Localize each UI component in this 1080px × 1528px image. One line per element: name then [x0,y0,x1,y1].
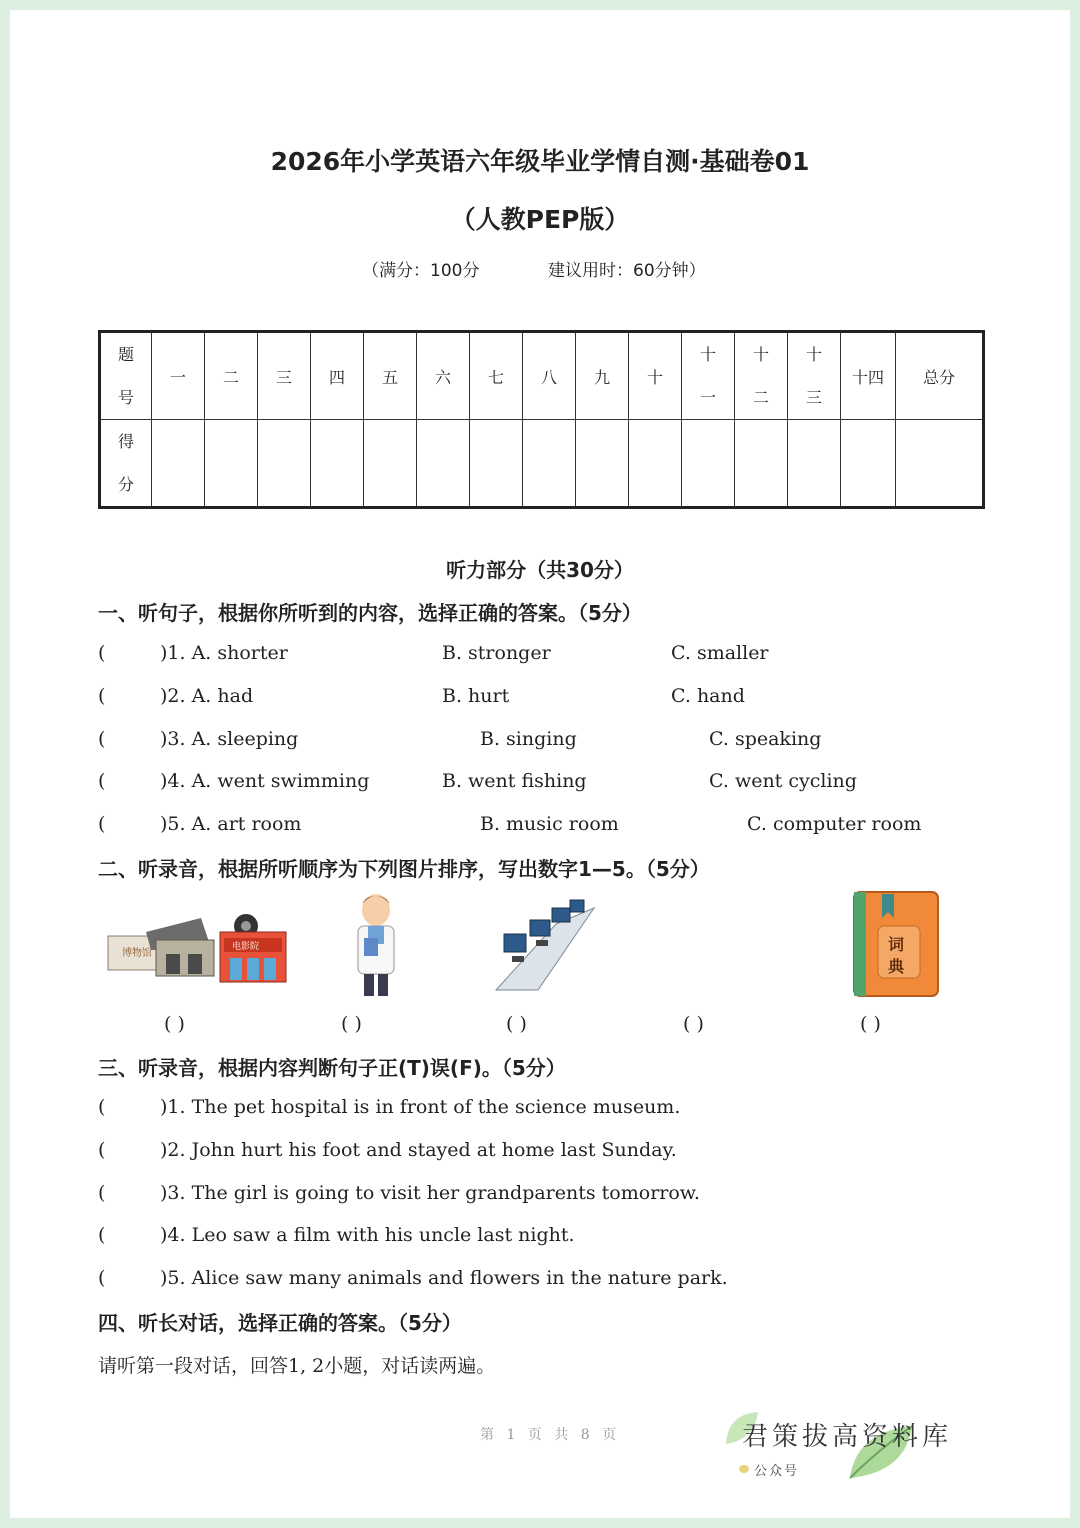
option-a: )4. A. went swimming [160,770,370,792]
col-header: 十四 [841,332,896,420]
order-blank[interactable]: ( ) [860,1013,881,1035]
answer-paren: ( [98,685,106,707]
col-header: 十 二 [735,332,788,420]
option-a: )3. A. sleeping [160,728,299,750]
score-cell[interactable] [841,420,896,508]
order-blank[interactable]: ( ) [506,1013,527,1035]
option-b: B. stronger [442,642,551,664]
col-header: 三 [258,332,311,420]
full-score: （满分：100分 [362,261,480,281]
section3-heading: 三、听录音，根据内容判断句子正(T)误(F)。（5分） [98,1056,566,1080]
col-header: 五 [364,332,417,420]
col-header: 七 [470,332,523,420]
order-blank[interactable]: ( ) [341,1013,362,1035]
col-header: 二 [205,332,258,420]
brand-subtitle: 公众号 [754,1464,800,1479]
statement: )4. Leo saw a film with his uncle last night. [160,1224,575,1246]
brand-name: 君策拔高资料库 [742,1422,953,1452]
dict-char-1: 词 [888,935,905,954]
option-c: C. smaller [671,642,769,664]
col-header: 九 [576,332,629,420]
score-cell[interactable] [417,420,470,508]
answer-paren: ( [98,770,106,792]
listening-header: 听力部分（共30分） [446,558,634,582]
answer-paren: ( [98,1267,106,1289]
score-cell[interactable] [258,420,311,508]
statement: )5. Alice saw many animals and flowers in the nature park. [160,1267,728,1289]
answer-paren: ( [98,728,106,750]
option-a: )2. A. had [160,685,254,707]
option-a: )1. A. shorter [160,642,288,664]
option-b: B. hurt [442,685,510,707]
col-header: 八 [523,332,576,420]
statement: )2. John hurt his foot and stayed at home last Sunday. [160,1139,677,1161]
header-label: 题 号 [100,332,152,420]
score-cell[interactable] [682,420,735,508]
doctor-picture [346,888,406,1000]
score-table [98,330,985,509]
section4-instruction: 请听第一段对话，回答1, 2小题，对话读两遍。 [98,1355,496,1377]
score-cell[interactable] [364,420,417,508]
exam-subtitle: （人教PEP版） [450,205,630,234]
score-cell[interactable] [523,420,576,508]
option-b: B. music room [480,813,619,835]
section2-heading: 二、听录音，根据所听顺序为下列图片排序，写出数字1—5。（5分） [98,857,710,881]
statement: )3. The girl is going to visit her grandparents tomorrow. [160,1182,700,1204]
order-blank[interactable]: ( ) [683,1013,704,1035]
score-cell[interactable] [629,420,682,508]
dictionary-picture [852,888,940,1000]
score-cell[interactable] [152,420,205,508]
score-label: 得 分 [100,420,152,508]
suggested-time: 建议用时：60分钟） [548,261,706,281]
col-header: 一 [152,332,205,420]
answer-paren: ( [98,1096,106,1118]
option-b: B. singing [480,728,577,750]
exam-title: 2026年小学英语六年级毕业学情自测·基础卷01 [270,147,810,176]
col-header: 十 三 [788,332,841,420]
dot-icon [738,1464,750,1474]
col-header-total: 总分 [896,332,984,420]
option-c: C. went cycling [709,770,857,792]
score-cell[interactable] [896,420,984,508]
score-cell[interactable] [470,420,523,508]
cinema-sign: 电影院 [232,942,260,952]
option-a: )5. A. art room [160,813,302,835]
museum-sign: 博物馆 [122,948,152,959]
dict-char-2: 典 [888,957,905,976]
order-blank[interactable]: ( ) [164,1013,185,1035]
option-c: C. computer room [747,813,922,835]
page-number: 第 1 页 共 8 页 [480,1427,621,1443]
exam-page [10,10,1070,1518]
answer-paren: ( [98,1139,106,1161]
score-cell[interactable] [311,420,364,508]
option-c: C. hand [671,685,745,707]
col-header: 四 [311,332,364,420]
score-cell[interactable] [788,420,841,508]
section4-heading: 四、听长对话，选择正确的答案。（5分） [98,1311,462,1335]
col-header: 十 一 [682,332,735,420]
museum-cinema-picture [106,910,294,986]
option-b: B. went fishing [442,770,587,792]
statement: )1. The pet hospital is in front of the science museum. [160,1096,681,1118]
answer-paren: ( [98,1182,106,1204]
score-cell[interactable] [205,420,258,508]
section1-heading: 一、听句子，根据你所听到的内容，选择正确的答案。（5分） [98,601,642,625]
col-header: 六 [417,332,470,420]
answer-paren: ( [98,1224,106,1246]
answer-paren: ( [98,813,106,835]
score-cell[interactable] [576,420,629,508]
score-cell[interactable] [735,420,788,508]
answer-paren: ( [98,642,106,664]
computer-room-picture [494,894,596,994]
col-header: 十 [629,332,682,420]
option-c: C. speaking [709,728,822,750]
